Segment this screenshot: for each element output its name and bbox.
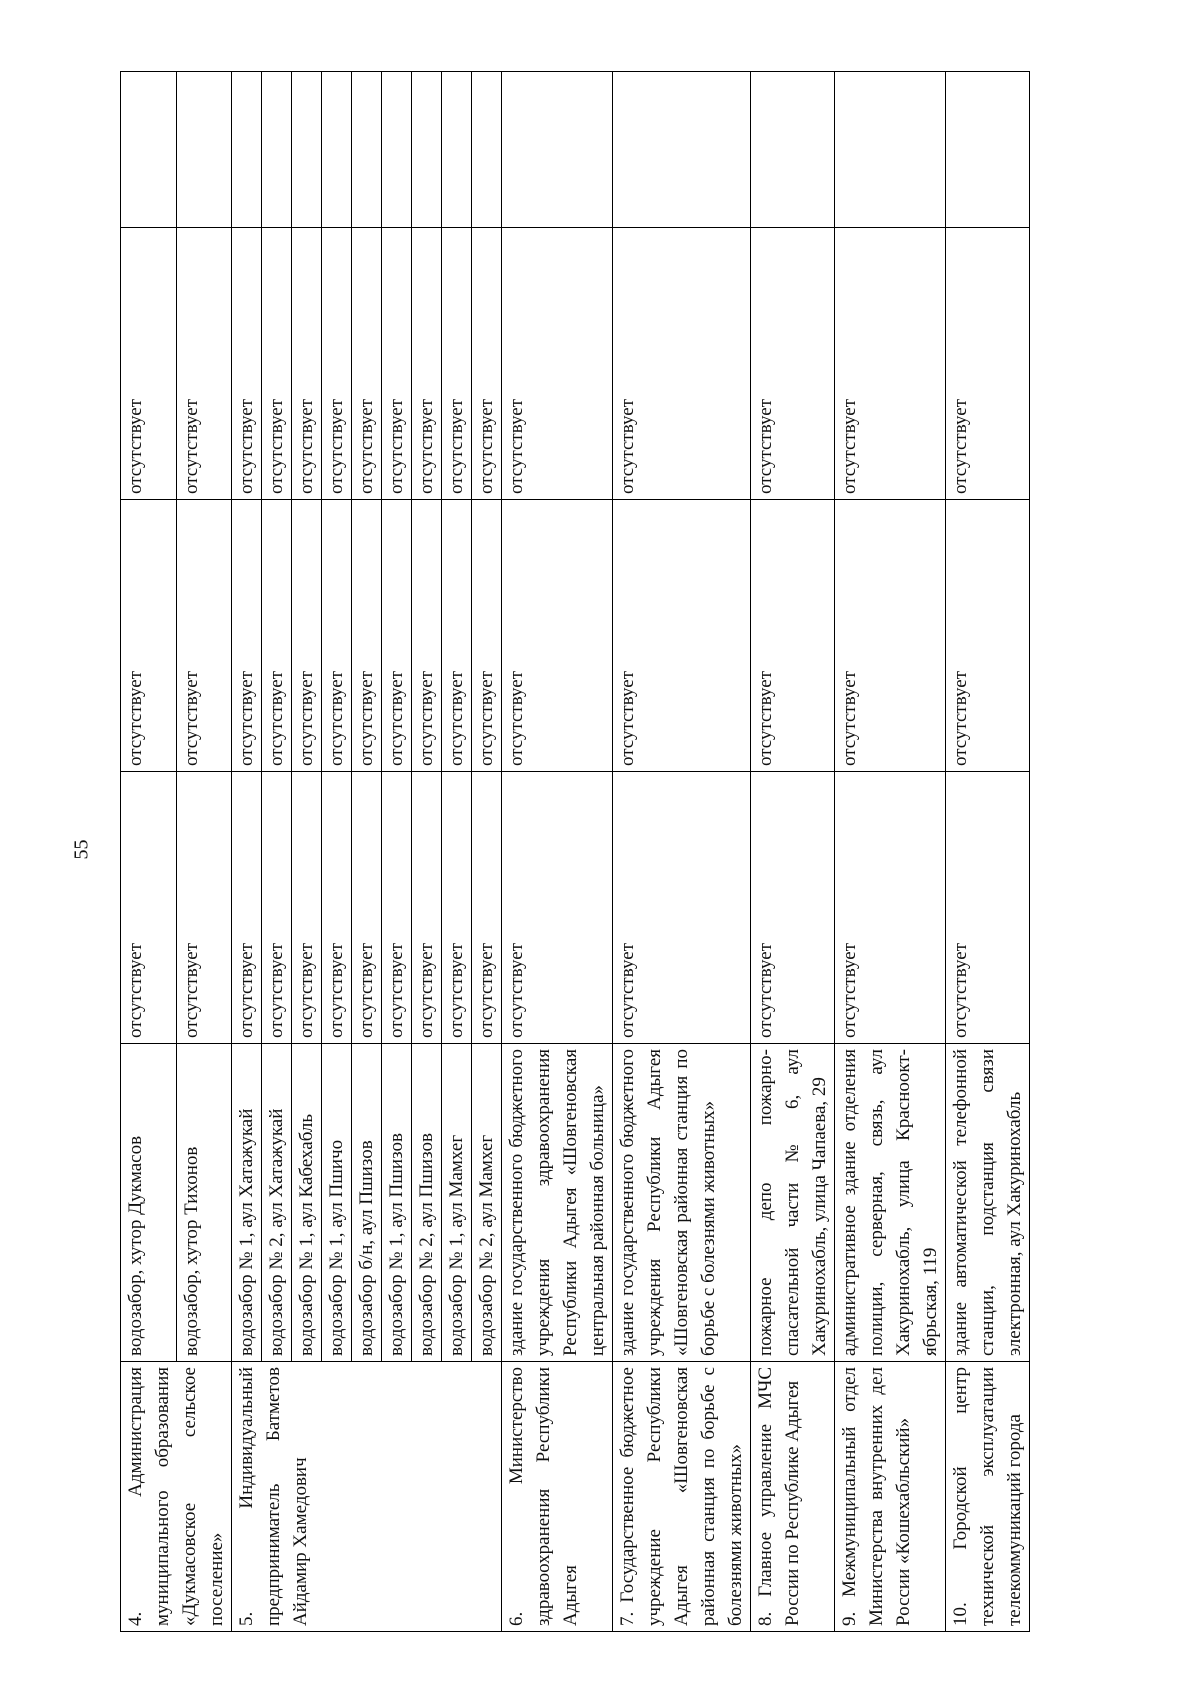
object-cell: водозабор № 2, аул Пшизов (412, 1044, 442, 1362)
status-cell-3: отсутствует (613, 772, 751, 1044)
status-cell-4: отсутствует (292, 500, 322, 772)
object-cell: водозабор № 1, аул Пшизов (382, 1044, 412, 1362)
table-row (613, 72, 751, 1632)
status-cell-5: отсутствует (472, 228, 502, 500)
status-cell-5: отсутствует (613, 228, 751, 500)
status-cell-6 (262, 72, 292, 228)
status-cell-6 (352, 72, 382, 228)
objects-table (120, 71, 1030, 1632)
status-cell-5: отсутствует (352, 228, 382, 500)
status-cell-5: отсутствует (232, 228, 262, 500)
object-cell: здание государственного бюджетного учреждения Республики Адыгея «Шовгеновская районная станция по борьбе с болезнями животных» (613, 1044, 751, 1362)
status-cell-4: отсутствует (613, 500, 751, 772)
status-cell-4: отсутствует (472, 500, 502, 772)
status-cell-3: отсутствует (121, 772, 177, 1044)
status-cell-6 (412, 72, 442, 228)
status-cell-4: отсутствует (835, 500, 946, 772)
organization-cell: 9. Межмуниципальный отдел Министерства внутренних дел России «Кошехабльский» (835, 1362, 946, 1632)
status-cell-4: отсутствует (946, 500, 1030, 772)
status-cell-5: отсутствует (262, 228, 292, 500)
status-cell-5: отсутствует (292, 228, 322, 500)
status-cell-5: отсутствует (502, 228, 613, 500)
status-cell-5: отсутствует (835, 228, 946, 500)
object-cell: водозабор № 1, аул Кабехабль (292, 1044, 322, 1362)
status-cell-3: отсутствует (176, 772, 232, 1044)
object-cell: водозабор № 1, аул Пшичо (322, 1044, 352, 1362)
status-cell-3: отсутствует (502, 772, 613, 1044)
organization-cell: 4. Администрация муниципального образования «Дукмасовское сельское поселение» (121, 1362, 232, 1632)
status-cell-3: отсутствует (382, 772, 412, 1044)
table-body (121, 72, 1030, 1632)
object-cell: пожарное депо пожарно-спасательной части № 6, аул Хакуринохабль, улица Чапаева, 29 (751, 1044, 835, 1362)
status-cell-6 (502, 72, 613, 228)
object-cell: водозабор № 2, аул Мамхег (472, 1044, 502, 1362)
status-cell-3: отсутствует (835, 772, 946, 1044)
status-cell-4: отсутствует (751, 500, 835, 772)
organization-cell: 7. Государственное бюджетное учреждение Республики Адыгея «Шовгеновская районная станция по борьбе с болезнями животных» (613, 1362, 751, 1632)
status-cell-4: отсутствует (322, 500, 352, 772)
status-cell-5: отсутствует (382, 228, 412, 500)
status-cell-4: отсутствует (502, 500, 613, 772)
object-cell: водозабор, хутор Тихонов (176, 1044, 232, 1362)
organization-cell: 5. Индивидуальный предприниматель Батметов Айдамир Хамедович (232, 1362, 502, 1632)
object-cell: административное здание отделения полиции, серверная, связь, аул Хакуринохабль, улица Краснооктябрьская, 119 (835, 1044, 946, 1362)
status-cell-6 (232, 72, 262, 228)
table-row (502, 72, 613, 1632)
status-cell-5: отсутствует (176, 228, 232, 500)
status-cell-4: отсутствует (442, 500, 472, 772)
status-cell-6 (613, 72, 751, 228)
status-cell-4: отсутствует (412, 500, 442, 772)
status-cell-5: отсутствует (751, 228, 835, 500)
status-cell-4: отсутствует (232, 500, 262, 772)
status-cell-3: отсутствует (472, 772, 502, 1044)
status-cell-6 (751, 72, 835, 228)
status-cell-6 (121, 72, 177, 228)
status-cell-6 (382, 72, 412, 228)
table-row (751, 72, 835, 1632)
object-cell: водозабор № 1, аул Мамхег (442, 1044, 472, 1362)
status-cell-3: отсутствует (751, 772, 835, 1044)
status-cell-6 (472, 72, 502, 228)
status-cell-5: отсутствует (322, 228, 352, 500)
page-number: 55 (70, 839, 93, 860)
organization-cell: 6. Министерство здравоохранения Республики Адыгея (502, 1362, 613, 1632)
status-cell-3: отсутствует (442, 772, 472, 1044)
status-cell-6 (176, 72, 232, 228)
status-cell-6 (835, 72, 946, 228)
table-row (946, 72, 1030, 1632)
status-cell-3: отсутствует (262, 772, 292, 1044)
table-row (835, 72, 946, 1632)
organization-cell: 8. Главное управление МЧС России по Республике Адыгея (751, 1362, 835, 1632)
status-cell-6 (322, 72, 352, 228)
object-cell: водозабор, хутор Дукмасов (121, 1044, 177, 1362)
status-cell-3: отсутствует (412, 772, 442, 1044)
status-cell-3: отсутствует (292, 772, 322, 1044)
status-cell-5: отсутствует (121, 228, 177, 500)
status-cell-4: отсутствует (352, 500, 382, 772)
object-cell: водозабор б/н, аул Пшизов (352, 1044, 382, 1362)
object-cell: водозабор № 2, аул Хатажукай (262, 1044, 292, 1362)
table-row (121, 72, 177, 1632)
status-cell-3: отсутствует (322, 772, 352, 1044)
object-cell: водозабор № 1, аул Хатажукай (232, 1044, 262, 1362)
status-cell-3: отсутствует (946, 772, 1030, 1044)
object-cell: здание автоматической телефонной станции, подстанция связи электронная, аул Хакуринохабль (946, 1044, 1030, 1362)
status-cell-4: отсутствует (176, 500, 232, 772)
status-cell-5: отсутствует (946, 228, 1030, 500)
status-cell-4: отсутствует (262, 500, 292, 772)
rotated-table-container (120, 72, 1070, 1632)
status-cell-3: отсутствует (352, 772, 382, 1044)
status-cell-6 (292, 72, 322, 228)
table-row (232, 72, 262, 1632)
organization-cell: 10. Городской центр технической эксплуатации телекоммуникаций города (946, 1362, 1030, 1632)
status-cell-4: отсутствует (382, 500, 412, 772)
status-cell-5: отсутствует (412, 228, 442, 500)
status-cell-6 (442, 72, 472, 228)
object-cell: здание государственного бюджетного учреждения здравоохранения Республики Адыгея «Шовгеновская центральная районная больница» (502, 1044, 613, 1362)
status-cell-5: отсутствует (442, 228, 472, 500)
status-cell-3: отсутствует (232, 772, 262, 1044)
status-cell-4: отсутствует (121, 500, 177, 772)
status-cell-6 (946, 72, 1030, 228)
